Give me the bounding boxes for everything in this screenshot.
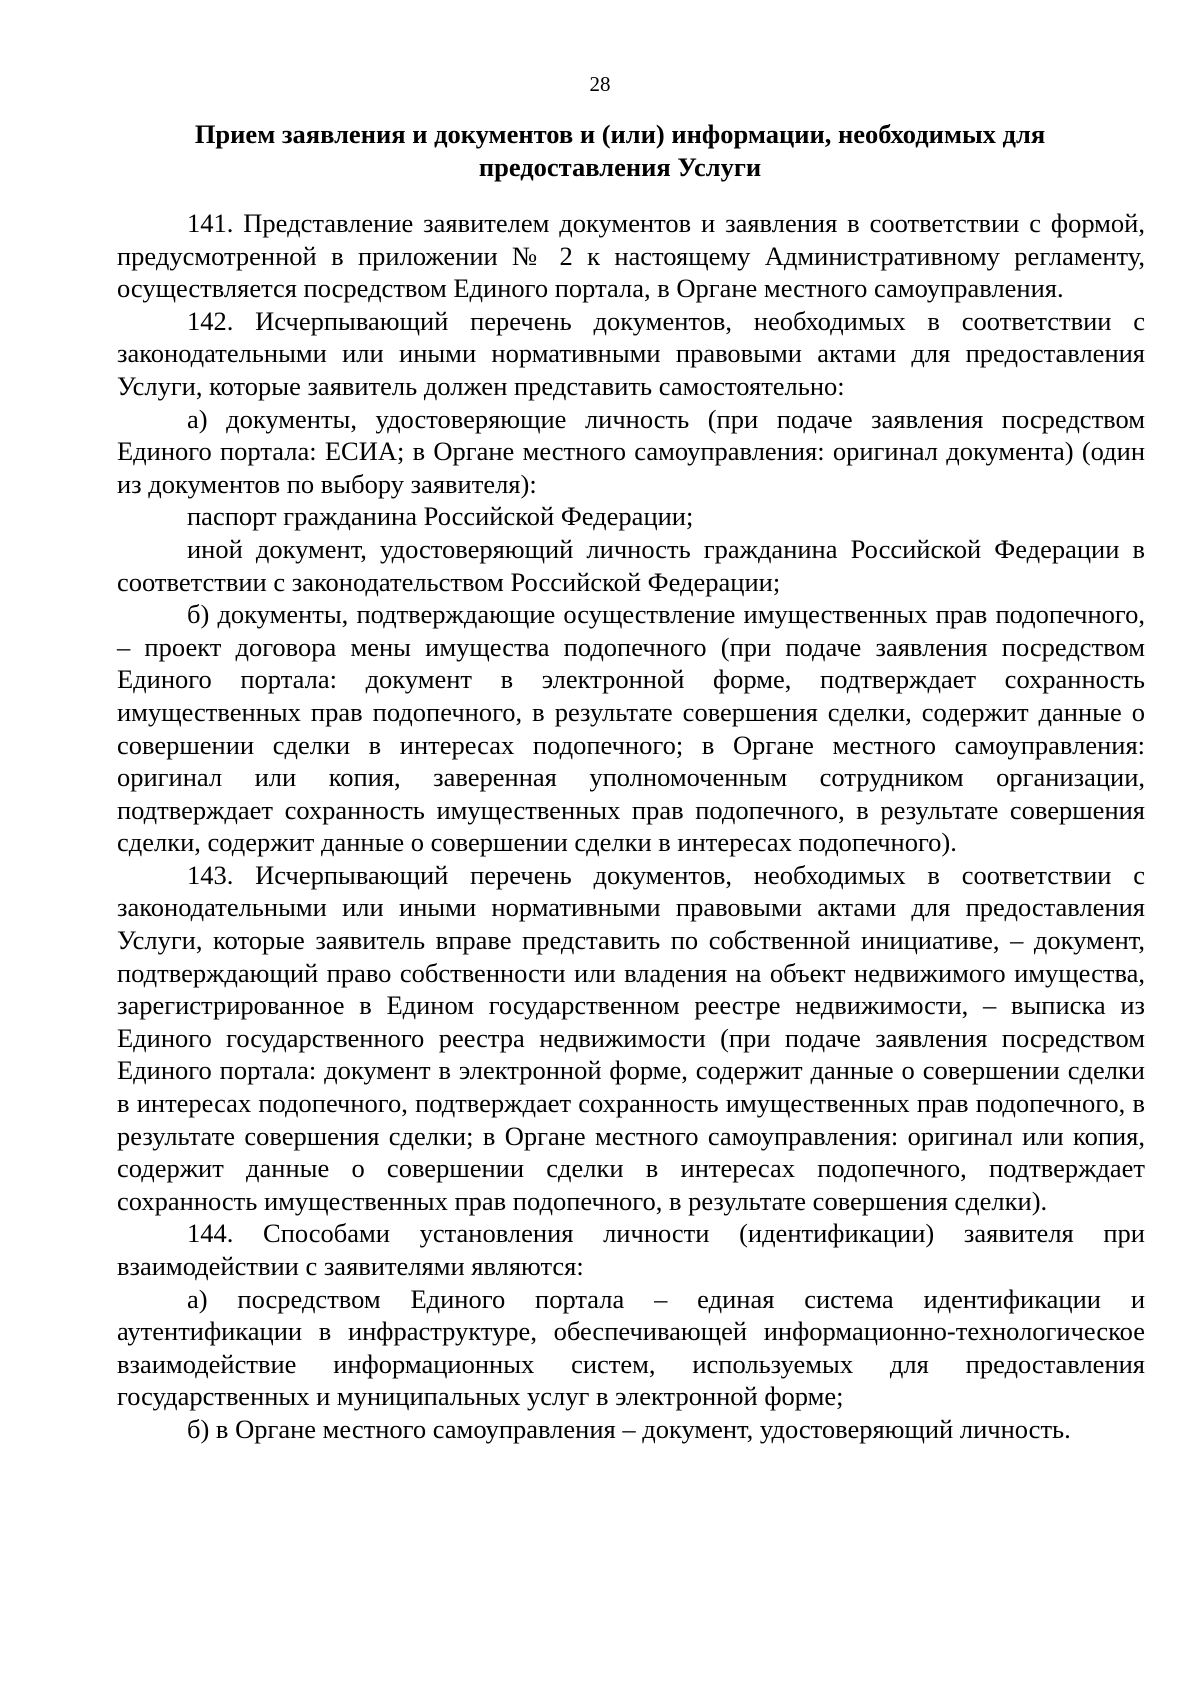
list-item-passport: паспорт гражданина Российской Федерации; [187, 501, 694, 532]
paragraph-142: 142. Исчерпывающий перечень документов, необходимых в соответствии с законодательными или иными нормативными правовыми актами для предоставления Услуги, которые заявитель должен представить самостоятельно: [117, 305, 1145, 401]
list-item-other-id-document: иной документ, удостоверяющий личность гражданина Российской Федерации в соответствии с законодательством Российской Федерации; [117, 533, 1145, 597]
section-heading-line-1: Прием заявления и документов и (или) информации, необходимых для [194, 119, 1046, 149]
document-body [117, 207, 1145, 1446]
paragraph-143: 143. Исчерпывающий перечень документов, необходимых в соответствии с законодательными или иными нормативными правовыми актами для предоставления Услуги, которые заявитель вправе представить по собственной инициативе, – документ, подтверждающий право собственности или владения на объект недвижимого имущества, зарегистрированное в Едином государственном реестре недвижимости, – выписка из Единого государственного реестра недвижимости (при подаче заявления посредством Единого портала: документ в электронной форме, содержит данные о совершении сделки в интересах подопечного, подтверждает сохранность имущественных прав подопечного, в результате совершения сделки; в Органе местного самоуправления: оригинал или копия, содержит данные о совершении сделки в интересах подопечного, подтверждает сохранность имущественных прав подопечного, в результате совершения сделки). [117, 859, 1145, 1216]
page-number: 28 [589, 72, 611, 96]
paragraph-142-b: б) документы, подтверждающие осуществление имущественных прав подопечного, – проект договора мены имущества подопечного (при подаче заявления посредством Единого портала: документ в электронной форме, подтверждает сохранность имущественных прав подопечного, в результате совершения сделки, содержит данные о совершении сделки в интересах подопечного; в Органе местного самоуправления: оригинал или копия, заверенная уполномоченным сотрудником организации, подтверждает сохранность имущественных прав подопечного, в результате совершения сделки, содержит данные о совершении сделки в интересах подопечного). [117, 599, 1145, 858]
section-heading-line-2: предоставления Услуги [478, 152, 762, 182]
paragraph-141: 141. Представление заявителем документов и заявления в соответствии с формой, предусмотренной в приложении № 2 к настоящему Административному регламенту, осуществляется посредством Единого портала, в Органе местного самоуправления. [117, 208, 1145, 304]
paragraph-144-a: а) посредством Единого портала – единая система идентификации и аутентификации в инфраструктуре, обеспечивающей информационно-технологическое взаимодействие информационных систем, используемых для предоставления государственных и муниципальных услуг в электронной форме; [117, 1283, 1145, 1412]
section-heading [150, 118, 1090, 184]
paragraph-142-a: а) документы, удостоверяющие личность (при подаче заявления посредством Единого портала: ЕСИА; в Органе местного самоуправления: оригинал документа) (один из документов по выбору заявителя): [117, 403, 1145, 499]
paragraph-144-b: б) в Органе местного самоуправления – документ, удостоверяющий личность. [187, 1413, 1071, 1444]
paragraph-144: 144. Способами установления личности (идентификации) заявителя при взаимодействии с заявителями являются: [117, 1218, 1145, 1281]
